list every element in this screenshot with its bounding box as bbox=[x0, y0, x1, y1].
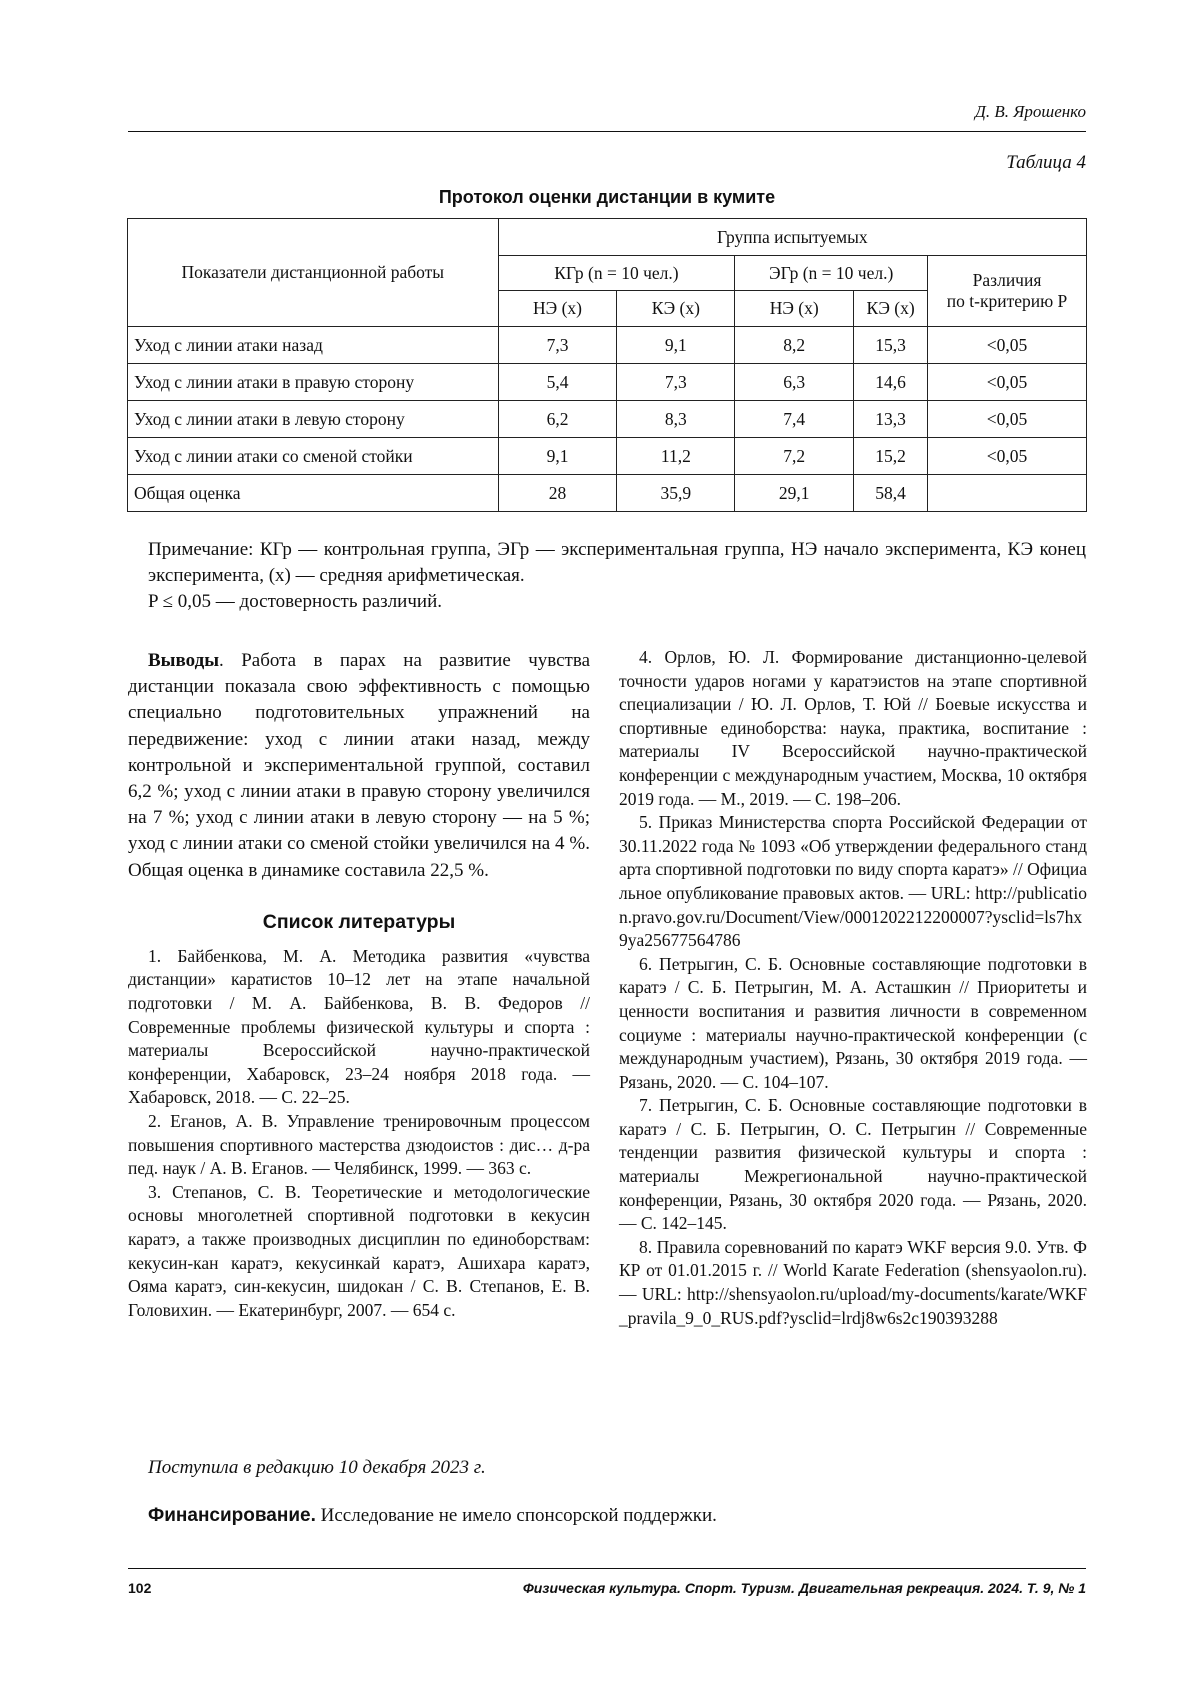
cell-egr-ke: 15,2 bbox=[854, 438, 928, 475]
header-diff-line2: по t-критерию P bbox=[946, 291, 1068, 311]
cell-kgr-ne: 6,2 bbox=[498, 401, 617, 438]
reference-item: 8. Правила соревнований по каратэ WKF версия 9.0. Утв. ФКР от 01.01.2015 г. // World Karate Federation (shensyaolon.ru). — URL: http://shensyaolon.ru/upload/my-documents/karate/WKF_pravila_9_0_RUS.pdf?ysclid=lrdj8w6s2c190393288 bbox=[619, 1236, 1087, 1328]
row-label: Общая оценка bbox=[128, 475, 499, 512]
cell-egr-ne: 29,1 bbox=[735, 475, 854, 512]
left-column bbox=[128, 648, 590, 1322]
header-egr-ke: КЭ (x) bbox=[854, 291, 928, 327]
conclusions-paragraph bbox=[128, 648, 590, 884]
header-indicators: Показатели дистанционной работы bbox=[128, 219, 499, 327]
row-label: Уход с линии атаки со сменой стойки bbox=[128, 438, 499, 475]
cell-p: <0,05 bbox=[928, 401, 1087, 438]
cell-egr-ne: 7,4 bbox=[735, 401, 854, 438]
note-significance: P ≤ 0,05 — достоверность различий. bbox=[148, 591, 442, 612]
references-title: Список литературы bbox=[262, 910, 456, 933]
cell-kgr-ne: 28 bbox=[498, 475, 617, 512]
header-differences bbox=[928, 256, 1087, 327]
funding-label: Финансирование. bbox=[148, 1505, 316, 1526]
cell-kgr-ke: 8,3 bbox=[617, 401, 735, 438]
cell-egr-ke: 15,3 bbox=[854, 327, 928, 364]
row-label: Уход с линии атаки в правую сторону bbox=[128, 364, 499, 401]
note-definitions: Примечание: КГр — контрольная группа, ЭГр — экспериментальная группа, НЭ начало эксперимента, КЭ конец эксперимента, (x) — средняя арифметическая. bbox=[148, 539, 1086, 586]
cell-egr-ne: 7,2 bbox=[735, 438, 854, 475]
cell-kgr-ne: 7,3 bbox=[498, 327, 617, 364]
cell-p: <0,05 bbox=[928, 327, 1087, 364]
table-row bbox=[128, 401, 1087, 438]
cell-egr-ke: 14,6 bbox=[854, 364, 928, 401]
row-label: Уход с линии атаки назад bbox=[128, 327, 499, 364]
table-row bbox=[128, 438, 1087, 475]
cell-egr-ke: 58,4 bbox=[854, 475, 928, 512]
cell-kgr-ke: 35,9 bbox=[617, 475, 735, 512]
header-egr: ЭГр (n = 10 чел.) bbox=[735, 256, 928, 291]
header-kgr-ne: НЭ (x) bbox=[498, 291, 617, 327]
header-kgr: КГр (n = 10 чел.) bbox=[498, 256, 735, 291]
reference-item: 3. Степанов, С. В. Теоретические и методологические основы многолетней спортивной подготовки в кекусин каратэ, а также производных дисциплин по единоборствам: кекусин-кан каратэ, кекусинкай каратэ, Ашихара каратэ, Ояма каратэ, син-кекусин, шидокан / С. В. Степанов, Е. В. Головихин. — Екатеринбург, 2007. — 654 с. bbox=[128, 1181, 590, 1320]
page-number: 102 bbox=[128, 1580, 152, 1596]
table-row bbox=[128, 364, 1087, 401]
table-number: Таблица 4 bbox=[1006, 152, 1086, 173]
right-column bbox=[619, 646, 1087, 1330]
table-row bbox=[128, 475, 1087, 512]
journal-title: Физическая культура. Спорт. Туризм. Двигательная рекреация. 2024. Т. 9, № 1 bbox=[522, 1580, 1086, 1596]
table-row bbox=[128, 327, 1087, 364]
reference-item: 6. Петрыгин, С. Б. Основные составляющие подготовки в каратэ / С. Б. Петрыгин, М. А. Асташкин // Приоритеты и ценности воспитания и развития личности в современном социуме : материалы научно-практической конференции (с международным участием), Рязань, 30 октября 2019 года. — Рязань, 2020. — С. 104–107. bbox=[619, 953, 1087, 1092]
cell-p bbox=[928, 475, 1087, 512]
funding-statement bbox=[148, 1505, 717, 1527]
running-head-author: Д. В. Ярошенко bbox=[975, 102, 1086, 121]
cell-egr-ne: 8,2 bbox=[735, 327, 854, 364]
footer-rule bbox=[128, 1568, 1086, 1569]
cell-kgr-ke: 9,1 bbox=[617, 327, 735, 364]
table-title: Протокол оценки дистанции в кумите bbox=[438, 187, 776, 207]
cell-egr-ne: 6,3 bbox=[735, 364, 854, 401]
received-date: Поступила в редакцию 10 декабря 2023 г. bbox=[148, 1457, 486, 1478]
conclusions-label: Выводы bbox=[148, 650, 220, 671]
cell-p: <0,05 bbox=[928, 438, 1087, 475]
table-note bbox=[128, 537, 1086, 615]
reference-item: 7. Петрыгин, С. Б. Основные составляющие подготовки в каратэ / С. Б. Петрыгин, О. С. Петрыгин // Современные тенденции развития физической культуры и спорта : материалы Межрегиональной научно-практической конференции, Рязань, 30 октября 2020 года. — Рязань, 2020. — С. 142–145. bbox=[619, 1095, 1087, 1234]
header-diff-line1: Различия bbox=[972, 270, 1042, 290]
header-rule bbox=[128, 131, 1086, 132]
header-egr-ne: НЭ (x) bbox=[735, 291, 854, 327]
protocol-table bbox=[127, 218, 1087, 512]
header-group: Группа испытуемых bbox=[498, 219, 1086, 256]
header-kgr-ke: КЭ (x) bbox=[617, 291, 735, 327]
reference-item: 5. Приказ Министерства спорта Российской Федерации от 30.11.2022 года № 1093 «Об утверждении федерального стандарта спортивной подготовки по виду спорта каратэ» // Официальное опубликование правовых актов. — URL: http://publication.pravo.gov.ru/Document/View/0001202212200007?ysclid=ls7hx9ya25677564786 bbox=[619, 812, 1087, 951]
row-label: Уход с линии атаки в левую сторону bbox=[128, 401, 499, 438]
cell-kgr-ne: 5,4 bbox=[498, 364, 617, 401]
cell-egr-ke: 13,3 bbox=[854, 401, 928, 438]
cell-kgr-ne: 9,1 bbox=[498, 438, 617, 475]
cell-p: <0,05 bbox=[928, 364, 1087, 401]
reference-item: 1. Байбенкова, М. А. Методика развития «чувства дистанции» каратистов 10–12 лет на этапе начальной подготовки / М. А. Байбенкова, В. В. Федоров // Современные проблемы физической культуры и спорта : материалы Всероссийской научно-практической конференции, Хабаровск, 23–24 ноября 2018 года. — Хабаровск, 2018. — С. 22–25. bbox=[128, 945, 590, 1108]
conclusions-text: . Работа в парах на развитие чувства дистанции показала свою эффективность с помощью специально подготовительных упражнений на передвижение: уход с линии атаки назад, между контрольной и экспериментальной группой, составил 6,2 %; уход с линии атаки в правую сторону увеличился на 7 %; уход с линии атаки в левую сторону — на 5 %; уход с линии атаки со сменой стойки увеличился на 4 %. Общая оценка в динамике составила 22,5 %. bbox=[128, 650, 590, 881]
reference-item: 4. Орлов, Ю. Л. Формирование дистанционно-целевой точности ударов ногами у каратэистов на этапе спортивной специализации / Ю. Л. Орлов, Т. Юй // Боевые искусства и спортивные единоборства: наука, практика, воспитание : материалы IV Всероссийской научно-практической конференции с международным участием, Москва, 10 октября 2019 года. — М., 2019. — С. 198–206. bbox=[619, 647, 1087, 809]
cell-kgr-ke: 7,3 bbox=[617, 364, 735, 401]
cell-kgr-ke: 11,2 bbox=[617, 438, 735, 475]
funding-text: Исследование не имело спонсорской поддержки. bbox=[315, 1505, 717, 1526]
reference-item: 2. Еганов, А. В. Управление тренировочным процессом повышения спортивного мастерства дзюдоистов : дис… д-ра пед. наук / А. В. Еганов. — Челябинск, 1999. — 363 с. bbox=[128, 1110, 590, 1179]
